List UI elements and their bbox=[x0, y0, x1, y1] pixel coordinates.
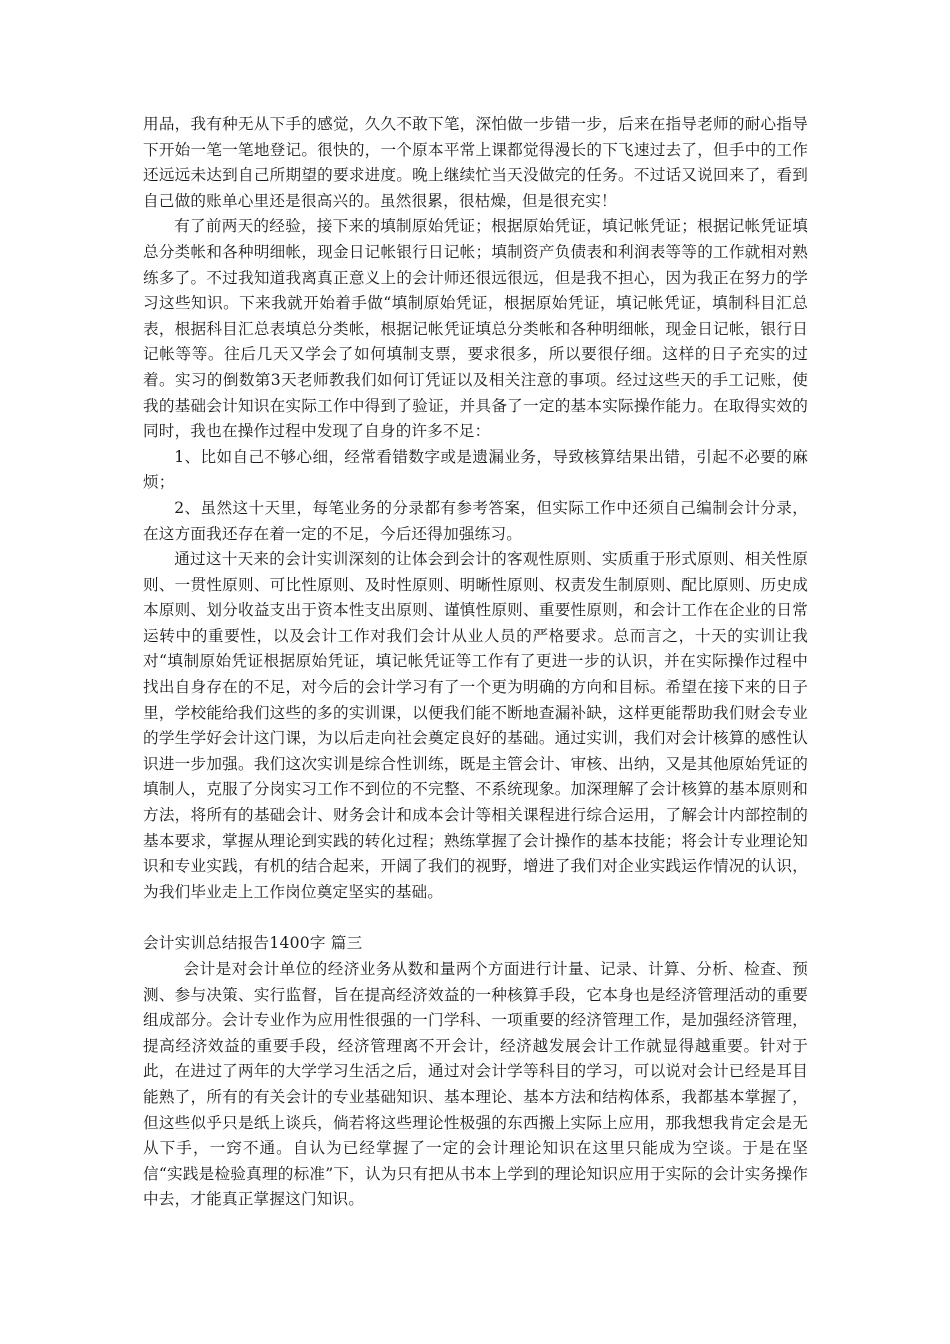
paragraph-section-three: 会计是对会计单位的经济业务从数和量两个方面进行计量、记录、计算、分析、检查、预测、参与决策、实行监督，旨在提高经济效益的一种核算手段，它本身也是经济管理活动的重要组成部分。会计专业作为应用性很强的一门学科、一项重要的经济管理工作，是加强经济管理，提高经济效益的重要手段，经济管理离不开会计，经济越发展会计工作就显得越重要。针对于此，在进过了两年的大学学习生活之后，通过对会计学等科目的学习，可以说对会计已经是耳目能熟了，所有的有关会计的专业基础知识、基本理论、基本方法和结构体系，我都基本掌握了，但这些似乎只是纸上谈兵，倘若将这些理论性极强的东西搬上实际上应用，那我想我肯定会是无从下手，一窍不通。自认为已经掌握了一定的会计理论知识在这里只能成为空谈。于是在坚信“实践是检验真理的标准”下，认为只有把从书本上学到的理论知识应用于实际的会计实务操作中去，才能真正掌握这门知识。 bbox=[143, 960, 808, 1209]
section-gap bbox=[143, 905, 808, 931]
paragraph-continuation: 用品，我有种无从下手的感觉，久久不敢下笔，深怕做一步错一步，后来在指导老师的耐心指导下开始一笔一笔地登记。很快的，一个原本平常上课都觉得漫长的下飞速过去了，但手中的工作还远远未达到自己所期望的要求进度。晚上继续忙当天没做完的任务。不过话又说回来了，看到自己做的账单心里还是很高兴的。虽然很累，很枯燥，但是很充实！ bbox=[143, 115, 808, 210]
paragraph-shortcoming-1: 1、比如自己不够心细，经常看错数字或是遗漏业务，导致核算结果出错，引起不必要的麻烦； bbox=[143, 447, 808, 492]
section-heading: 会计实训总结报告1400字 篇三 bbox=[143, 934, 363, 953]
paragraph-summary: 通过这十天来的会计实训深刻的让体会到会计的客观性原则、实质重于形式原则、相关性原则、一贯性原则、可比性原则、及时性原则、明晰性原则、权责发生制原则、配比原则、历史成本原则、划分收益支出于资本性支出原则、谨慎性原则、重要性原则，和会计工作在企业的日常运转中的重要性，以及会计工作对我们会计从业人员的严格要求。总而言之，十天的实训让我对“填制原始凭证根据原始凭证，填记帐凭证等工作有了更进一步的认识，并在实际操作过程中找出自身存在的不足，对今后的会计学习有了一个更为明确的方向和目标。希望在接下来的日子里，学校能给我们这些的多的实训课，以便我们能不断地查漏补缺，这样更能帮助我们财会专业的学生学好会计这门课，为以后走向社会奠定良好的基础。通过实训，我们对会计核算的感性认识进一步加强。我们这次实训是综合性训练，既是主管会计、审核、出纳，又是其他原始凭证的填制人，克服了分岗实习工作不到位的不完整、不系统现象。加深理解了会计核算的基本原则和方法，将所有的基础会计、财务会计和成本会计等相关课程进行综合运用，了解会计内部控制的基本要求，掌握从理论到实践的转化过程；熟练掌握了会计操作的基本技能；将会计专业理论知识和专业实践，有机的结合起来，开阔了我们的视野，增进了我们对企业实践运作情况的认识，为我们毕业走上工作岗位奠定坚实的基础。 bbox=[143, 550, 808, 901]
paragraph-shortcoming-2: 2、虽然这十天里，每笔业务的分录都有参考答案，但实际工作中还须自己编制会计分录，在这方面我还存在着一定的不足，今后还得加强练习。 bbox=[143, 498, 808, 543]
document-page bbox=[143, 112, 808, 1213]
paragraph-experience: 有了前两天的经验，接下来的填制原始凭证；根据原始凭证，填记帐凭证；根据记帐凭证填总分类帐和各种明细帐，现金日记帐银行日记帐；填制资产负债表和利润表等等的工作就相对熟练多了。不过我知道我离真正意义上的会计师还很远很远，但是我不担心，因为我正在努力的学习这些知识。下来我就开始着手做“填制原始凭证，根据原始凭证，填记帐凭证，填制科目汇总表，根据科目汇总表填总分类帐，根据记帐凭证填总分类帐和各种明细帐，现金日记帐，银行日记帐等等。往后几天又学会了如何填制支票，要求很多，所以要很仔细。这样的日子充实的过着。实习的倒数第3天老师教我们如何订凭证以及相关注意的事项。经过这些天的手工记账，使我的基础会计知识在实际工作中得到了验证，并具备了一定的基本实际操作能力。在取得实效的同时，我也在操作过程中发现了自身的许多不足： bbox=[143, 217, 808, 441]
